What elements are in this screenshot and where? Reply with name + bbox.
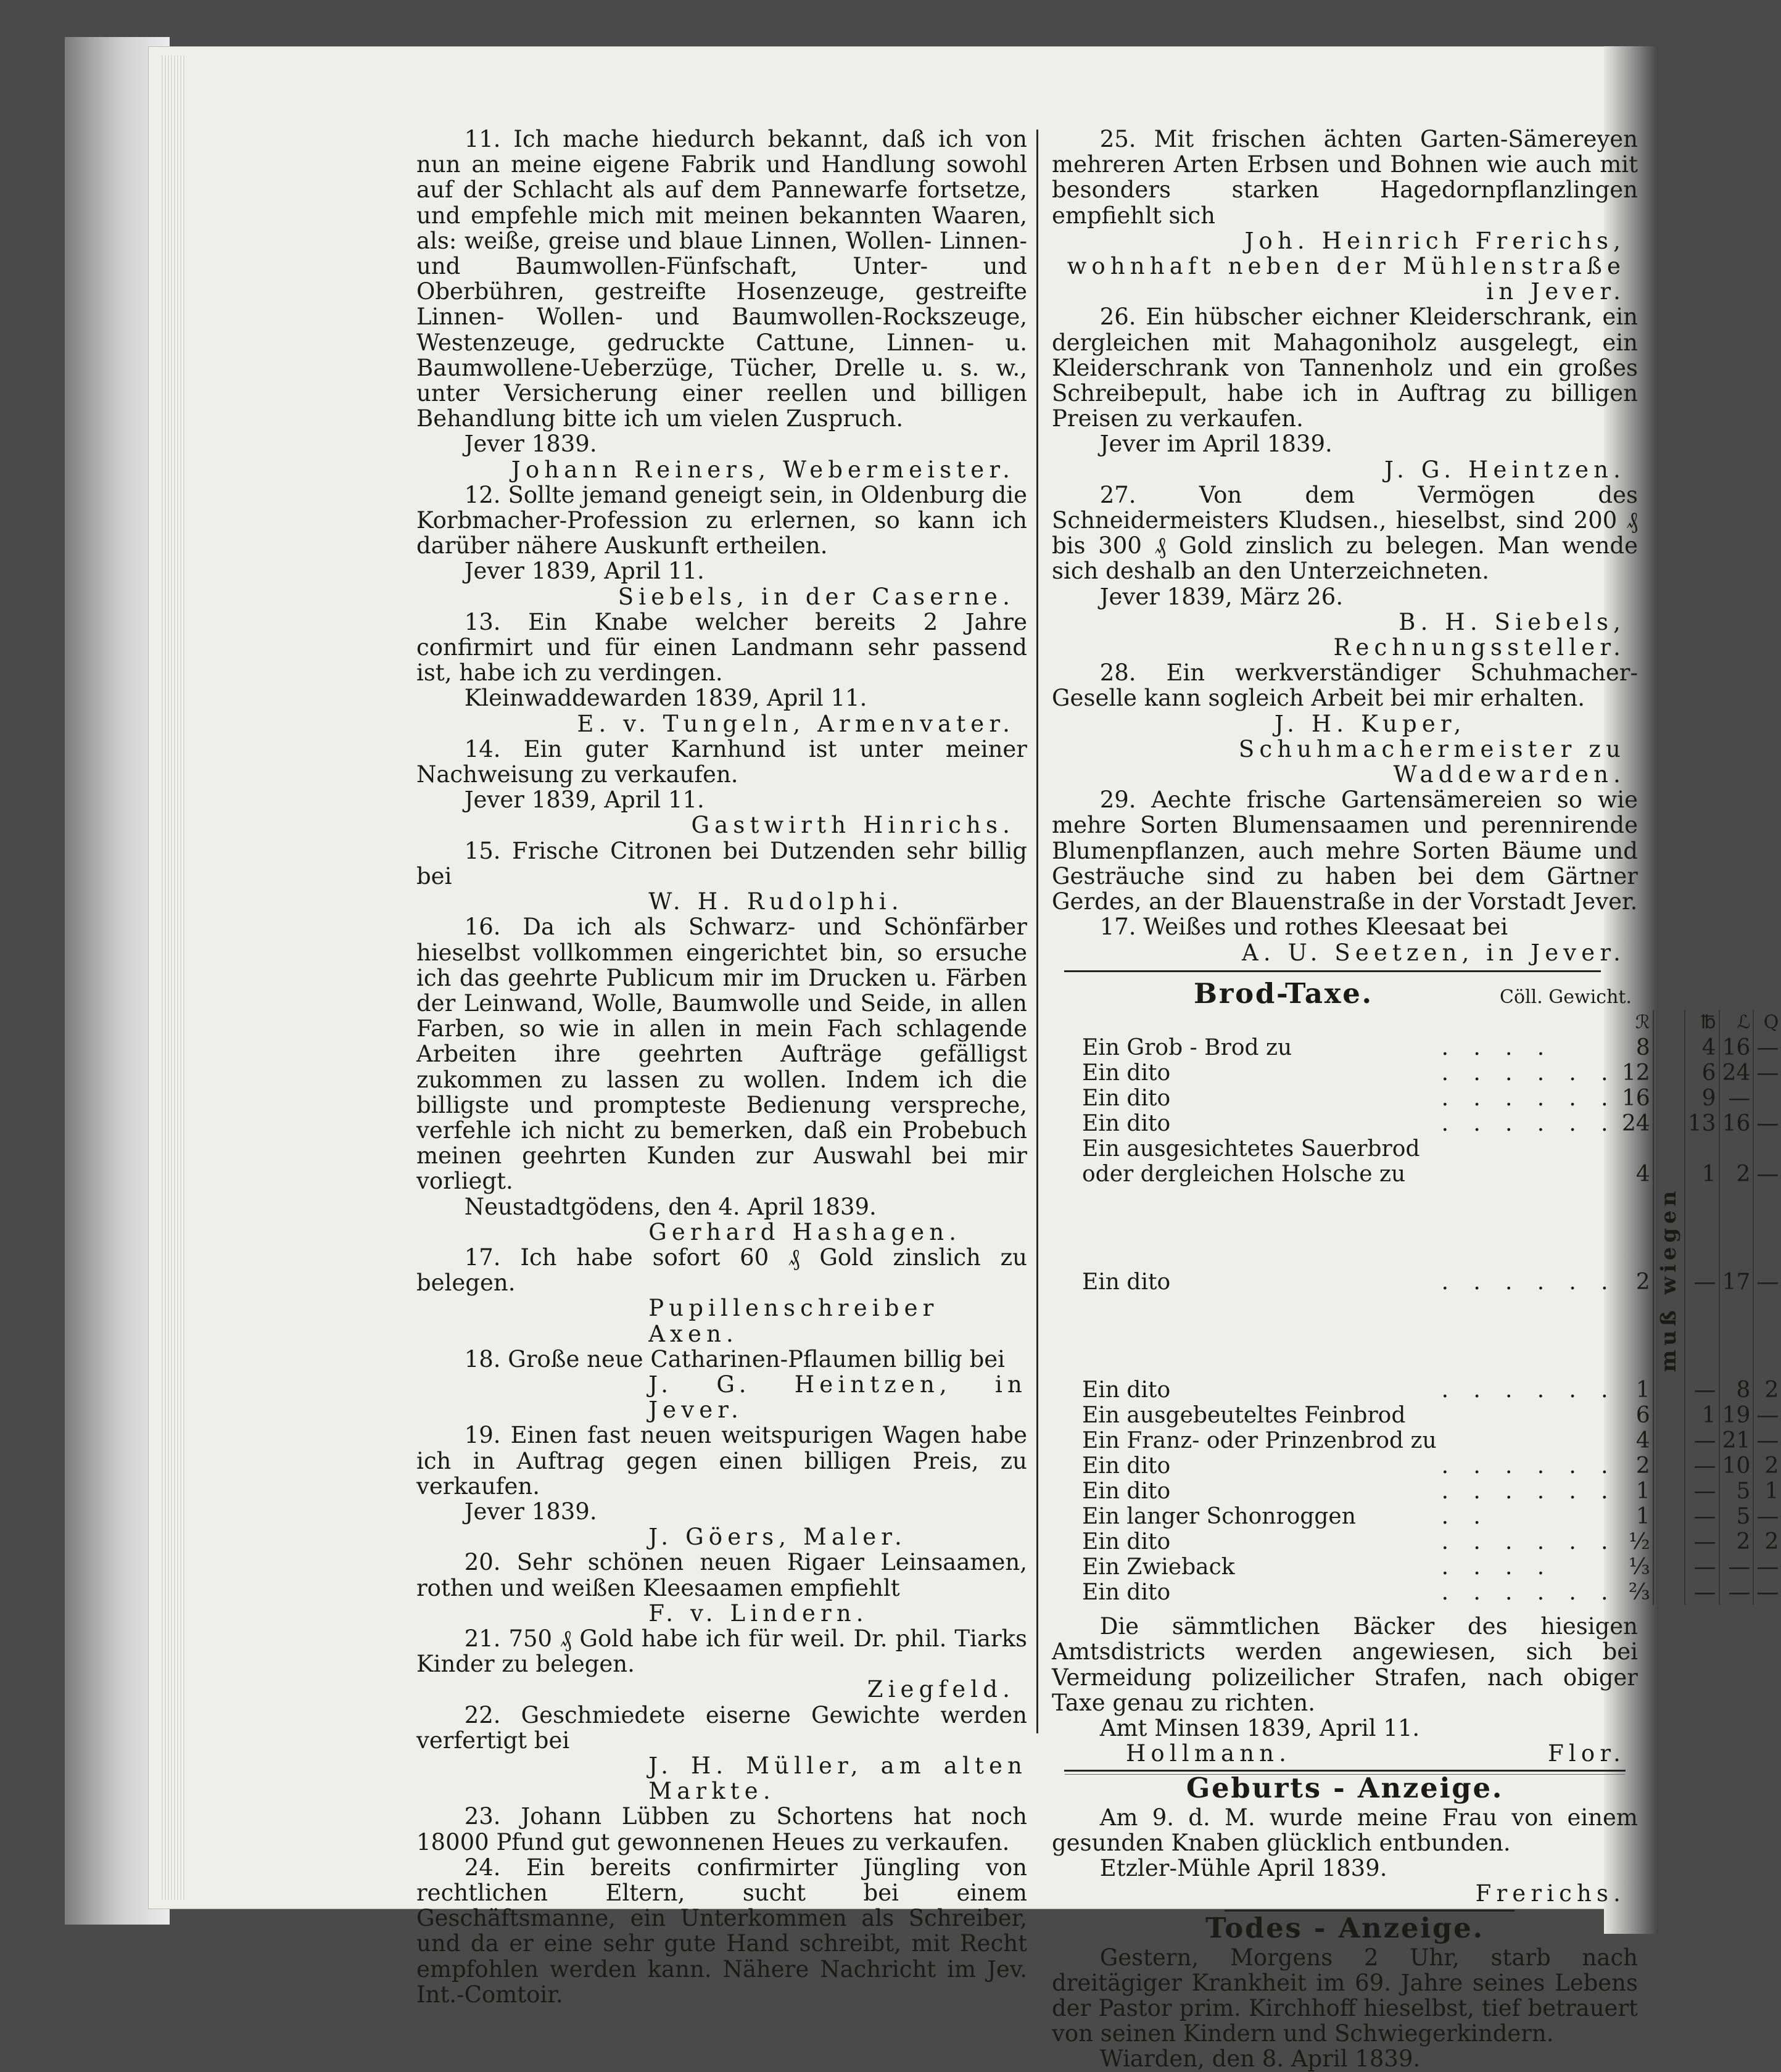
geburts-anzeige [1052,1772,1638,1907]
row-quentin: — [1753,1060,1781,1086]
row-brace [1653,1035,1685,1060]
brod-taxe-row [1080,1529,1781,1554]
row-leader-dots: . . . . [1441,1554,1553,1580]
right-notices [1052,126,1638,965]
notice-signature: F. v. Lindern. [648,1599,869,1627]
row-brace [1653,1060,1685,1086]
row-price: 1 [1619,1377,1653,1403]
row-leader-dots: . . . . . . [1441,1110,1617,1136]
row-label: Ein dito [1082,1060,1171,1086]
row-brace [1653,1529,1685,1554]
row-label: Ein Grob - Brod zu [1082,1034,1292,1060]
row-leader-dots: . . . . . . [1441,1479,1617,1504]
row-brace [1653,1580,1685,1605]
brod-taxe-row [1080,1504,1781,1529]
row-pound: — [1685,1529,1719,1554]
row-leader-dots: . . . . . . [1441,1580,1617,1606]
row-leader-dots: . . . . [1441,1034,1553,1060]
notice-text: 14. Ein guter Karnhund ist unter meiner Nachweisung zu verkaufen. [416,735,1027,788]
row-quentin: — [1753,1554,1781,1580]
row-label: Ein dito [1082,1085,1171,1111]
row-price: 4 [1619,1428,1653,1453]
geburts-anzeige-text: Am 9. d. M. wurde meine Frau von einem gesunden Knaben glücklich entbunden. [1052,1804,1638,1856]
geburts-anzeige-signature: Frerichs. [1475,1880,1626,1907]
brod-taxe-row [1080,1479,1781,1504]
notice-date: Jever 1839. [464,431,597,458]
row-loth: — [1719,1554,1754,1580]
notice-date: Kleinwaddewarden 1839, April 11. [464,685,867,712]
row-price [1619,1136,1653,1162]
notice-text: 15. Frische Citronen bei Dutzenden sehr billig bei [416,837,1027,889]
row-loth: 17 [1719,1187,1754,1377]
notice-signature: Schuhmachermeister zu Waddewarden. [1238,735,1626,788]
row-quentin: 2 [1753,1529,1781,1554]
notice-text: 17. Weißes und rothes Kleesaat bei [1099,914,1508,941]
row-leader-dots [1439,1403,1619,1428]
row-loth: 10 [1719,1453,1754,1479]
row-price: 4 [1619,1162,1653,1187]
row-label: Ein Zwieback [1082,1554,1235,1580]
row-loth [1719,1136,1754,1162]
notice-signature: Gerhard Hashagen. [648,1218,962,1245]
row-brace [1653,1136,1685,1162]
row-brace [1653,1187,1685,1377]
row-label: Ein ausgebeuteltes Feinbrod [1082,1403,1406,1429]
notice-signature: J. Göers, Maler. [648,1524,907,1551]
row-pound: — [1685,1504,1719,1529]
row-loth: — [1719,1086,1754,1111]
brod-taxe-row [1080,1403,1781,1428]
row-quentin: — [1753,1111,1781,1136]
right-column [1052,126,1779,2072]
brod-taxe-row [1080,1035,1781,1060]
brod-taxe-row [1080,1453,1781,1479]
row-brace [1653,1428,1685,1453]
notice-signature: wohnhaft neben der Mühlenstraße in Jever. [1067,253,1626,305]
row-price: 6 [1619,1403,1653,1428]
notice-text: 20. Sehr schönen neuen Rigaer Leinsaamen, rothen und weißen Kleesaamen empfiehlt [416,1549,1027,1601]
geburts-anzeige-date: Etzler-Mühle April 1839. [1099,1855,1387,1882]
row-price: 1 [1619,1504,1653,1529]
row-label: Ein dito [1082,1479,1171,1504]
row-pound: 1 [1685,1403,1719,1428]
row-loth: 19 [1719,1403,1754,1428]
row-label: oder dergleichen Holsche zu [1082,1161,1406,1187]
row-label: Ein dito [1082,1580,1171,1606]
notice-text: 11. Ich mache hiedurch bekannt, daß ich von nun an meine eigene Fabrik und Handlung sowohl auf der Schlacht als auf dem Pannewarfe fortsetze, und empfehle mich mit meinen bekannten Waaren, als: weiße, greise und blaue Linnen, Wollen- Linnen- und Baumwollen-Fünfschaft, Unter- und Oberbühren, gestreifte Hosenzeuge, gestreifte Linnen- Wollen- und Baumwollen-Rockszeuge, Westenzeuge, gedruckte Cattune, Linnen- u. Baumwollene-Ueberzüge, Tücher, Drelle u. s. w., unter Versicherung einer reellen und billigen Behandlung bitte ich um vielen Zuspruch. [416,126,1027,432]
row-brace [1653,1086,1685,1111]
row-pound: 6 [1685,1060,1719,1086]
row-pound: — [1685,1554,1719,1580]
notice-text: 22. Geschmiedete eiserne Gewichte werden verfertigt bei [416,1701,1027,1754]
row-leader-dots: . . . . . . [1441,1060,1617,1086]
row-loth: 21 [1719,1428,1754,1453]
brod-taxe-table [1080,1010,1781,1605]
notice-signature: J. H. Müller, am alten Markte. [648,1752,1027,1805]
row-leader-dots [1439,1428,1619,1453]
left-column [416,126,1027,2007]
row-label: Ein dito [1082,1269,1171,1295]
todes-anzeige-text: Gestern, Morgens 2 Uhr, starb nach dreitägiger Krankheit im 69. Jahre seines Lebens der Pastor prim. Kirchhoff hieselbst, tief betrauert von seinen Kindern und Schwiegerkindern. [1052,1944,1638,2047]
row-loth: 2 [1719,1162,1754,1187]
row-quentin: — [1753,1035,1781,1060]
brod-taxe-note: Die sämmtlichen Bäcker des hiesigen Amtsdistricts werden angewiesen, sich bei Vermeidung polizeilicher Strafen, nach obiger Taxe genau zu richten. [1052,1613,1638,1716]
row-leader-dots [1439,1162,1619,1187]
row-price: 2 [1619,1453,1653,1479]
row-quentin: — [1753,1504,1781,1529]
todes-anzeige-title: Todes - Anzeige. [1205,1912,1484,1945]
notice-text: 17. Ich habe sofort 60 ₰ Gold zinslich zu belegen. [416,1244,1027,1297]
col-header-pound: ℔ [1685,1010,1719,1035]
row-price: 16 [1619,1086,1653,1111]
signature-flor: Flor. [1548,1740,1626,1767]
row-leader-dots: . . . . . . [1441,1453,1617,1479]
row-loth: 8 [1719,1377,1754,1403]
notice-signature: J. H. Kuper, [1275,710,1466,737]
row-quentin: 2 [1753,1377,1781,1403]
notice-text: 19. Einen fast neuen weitspurigen Wagen habe ich in Auftrag gegen einen billigen Preis, zu verkaufen. [416,1422,1027,1500]
notice-signature: E. v. Tungeln, Armenvater. [577,710,1015,737]
brod-taxe-weight-note: Cöll. Gewicht. [1500,986,1632,1008]
notice-signature: Ziegfeld. [867,1676,1015,1703]
row-pound: 4 [1685,1035,1719,1060]
row-brace [1653,1479,1685,1504]
row-price: 12 [1619,1060,1653,1086]
row-loth: — [1719,1580,1754,1605]
row-brace [1653,1504,1685,1529]
row-price: ½ [1619,1529,1653,1554]
row-loth: 5 [1719,1504,1754,1529]
row-brace [1653,1111,1685,1136]
notice-signature: Siebels, in der Caserne. [618,583,1015,610]
row-brace [1653,1403,1685,1428]
page-leaves [162,56,185,1900]
brod-taxe-row [1080,1377,1781,1403]
row-quentin: — [1753,1428,1781,1453]
must-weigh-label: muß wiegen [1656,1186,1681,1372]
notice-signature: J. G. Heintzen. [1384,456,1626,483]
row-pound: — [1685,1377,1719,1403]
row-loth: 5 [1719,1479,1754,1504]
row-quentin: 2 [1753,1453,1781,1479]
notice-text: 24. Ein bereits confirmirter Jüngling von rechtlichen Eltern, sucht bei einem Geschäftsmanne, ein Unterkommen als Schreiber, und da er eine sehr gute Hand schreibt, mit Recht empfohlen werden kann. Nähere Nachricht im Jev. Int.-Comtoir. [416,1854,1027,2008]
row-brace [1653,1453,1685,1479]
column-divider [1036,130,1038,1733]
row-label: Ein dito [1082,1110,1171,1136]
notice-date: Jever 1839. [464,1498,597,1525]
brod-taxe-row [1080,1428,1781,1453]
notice-text: 25. Mit frischen ächten Garten-Sämereyen mehreren Arten Erbsen und Bohnen wie auch mit besonders starken Hagedornpflanzlingen empfiehlt sich [1052,126,1638,229]
notice-date: Neustadtgödens, den 4. April 1839. [464,1193,877,1220]
notice-signature: B. H. Siebels, [1399,608,1626,635]
row-label: Ein Franz- oder Prinzenbrod zu [1082,1428,1437,1454]
brod-taxe-header-row [1080,1010,1781,1035]
row-brace [1653,1554,1685,1580]
notice-text: 21. 750 ₰ Gold habe ich für weil. Dr. phil. Tiarks Kinder zu belegen. [416,1625,1027,1678]
row-label: Ein dito [1082,1529,1171,1555]
row-pound [1685,1136,1719,1162]
row-quentin: — [1753,1403,1781,1428]
notice-text: 23. Johann Lübben zu Schortens hat noch 18000 Pfund gut gewonnenen Heues zu verkaufen. [416,1803,1027,1855]
brod-taxe-row [1080,1187,1781,1377]
signature-hollmann: Hollmann. [1126,1740,1292,1767]
row-pound: — [1685,1479,1719,1504]
notice-text: 29. Aechte frische Gartensämereien so wie mehre Sorten Blumensaamen und perennirende Blumenpflanzen, auch mehre Sorten Bäume und Gesträuche sind zu haben bei dem Gärtner Gerdes, an der Blauenstraße in der Vorstadt Jever. [1052,786,1638,915]
notice-date: Jever 1839, April 11. [464,786,705,814]
notice-text: 18. Große neue Catharinen-Pflaumen billig bei [464,1345,1006,1372]
col-header-loth: ℒ [1719,1010,1754,1035]
row-quentin: — [1753,1187,1781,1377]
brod-taxe-row [1080,1162,1781,1187]
brod-taxe-row [1080,1086,1781,1111]
row-leader-dots: . . . . . . [1441,1529,1617,1555]
row-price: 24 [1619,1111,1653,1136]
brod-taxe-signatures [1052,1741,1638,1766]
row-label: Ein langer Schonroggen [1082,1504,1356,1530]
col-header-price: ℛ [1619,1010,1653,1035]
col-header-quentin: Q [1753,1010,1781,1035]
row-pound: — [1685,1187,1719,1377]
row-brace [1653,1162,1685,1187]
row-pound: — [1685,1453,1719,1479]
notice-text: 13. Ein Knabe welcher bereits 2 Jahre confirmirt und für einen Landmann sehr passend ist, habe ich zu verdingen. [416,608,1027,687]
row-label: Ein dito [1082,1377,1171,1403]
brod-taxe-title: Brod-Taxe. [1194,976,1373,1010]
row-label: Ein dito [1082,1453,1171,1479]
notice-text: 16. Da ich als Schwarz- und Schönfärber hieselbst vollkommen eingerichtet bin, so ersuche ich das geehrte Publicum mir im Drucken u. Färben der Leinwand, Wolle, Baumwolle und Seide, in allen Farben, so wie in allen in mein Fach schlagende Arbeiten ihre geehrten Aufträge gefälligst zukommen zu lassen zu wollen. Indem ich die billigste und prompteste Bedienung verspreche, verfehle ich nicht zu bemerken, daß ein Probebuch meinen geehrten Kunden zur Auswahl bei mir vorliegt. [416,914,1027,1195]
row-quentin [1753,1086,1781,1111]
brod-taxe-row [1080,1111,1781,1136]
row-price: 8 [1619,1035,1653,1060]
row-quentin: — [1753,1580,1781,1605]
notice-date: Jever im April 1839. [1099,431,1333,458]
brod-taxe [1052,976,1779,1767]
row-pound: 9 [1685,1086,1719,1111]
brod-taxe-row [1080,1580,1781,1605]
notice-signature: Joh. Heinrich Frerichs, [1244,227,1626,254]
row-leader-dots: . . . . . . [1441,1085,1617,1111]
row-leader-dots: . . [1441,1504,1490,1530]
notice-date: Jever 1839, März 26. [1099,583,1344,610]
brod-taxe-row [1080,1554,1781,1580]
brod-taxe-row [1080,1060,1781,1086]
notice-text: 28. Ein werkverständiger Schuhmacher-Geselle kann sogleich Arbeit bei mir erhalten. [1052,659,1638,712]
row-quentin [1753,1136,1781,1162]
notice-signature: Rechnungssteller. [1333,634,1626,661]
section-rule [1064,970,1601,972]
geburts-anzeige-title: Geburts - Anzeige. [1186,1772,1504,1805]
notice-signature: A. U. Seetzen, in Jever. [1242,939,1626,966]
row-price: 1 [1619,1479,1653,1504]
notice-text: 27. Von dem Vermögen des Schneidermeisters Kludsen., hieselbst, sind 200 ₰ bis 300 ₰ Gold zinslich zu belegen. Man wende sich deshalb an den Unterzeichneten. [1052,481,1638,585]
row-pound: 13 [1685,1111,1719,1136]
row-leader-dots: . . . . . . [1441,1377,1617,1403]
row-loth: 16 [1719,1035,1754,1060]
row-price: 2 [1619,1187,1653,1377]
row-price: ⅓ [1619,1554,1653,1580]
notice-signature: Gastwirth Hinrichs. [691,812,1015,839]
brod-taxe-date: Amt Minsen 1839, April 11. [1099,1715,1420,1742]
row-price: ⅔ [1619,1580,1653,1605]
brod-taxe-row [1080,1136,1781,1162]
todes-anzeige [1052,1912,1638,2072]
row-loth: 24 [1719,1060,1754,1086]
notice-date: Jever 1839, April 11. [464,558,705,585]
notice-signature: J. G. Heintzen, in Jever. [648,1371,1027,1424]
row-quentin: — [1753,1162,1781,1187]
notice-text: 12. Sollte jemand geneigt sein, in Oldenburg die Korbmacher-Profession zu erlernen, so kann ich darüber nähere Auskunft ertheilen. [416,481,1027,559]
row-label: Ein ausgesichtetes Sauerbrod [1082,1136,1420,1162]
row-loth: 2 [1719,1529,1754,1554]
row-pound: 1 [1685,1162,1719,1187]
row-leader-dots [1439,1136,1619,1162]
row-loth: 16 [1719,1111,1754,1136]
todes-anzeige-date: Wiarden, den 8. April 1839. [1099,2045,1421,2072]
row-brace [1653,1377,1685,1403]
row-pound: — [1685,1428,1719,1453]
row-quentin: 1 [1753,1479,1781,1504]
notice-text: 26. Ein hübscher eichner Kleiderschrank, ein dergleichen mit Mahagoniholz ausgelegt, ein Kleiderschrank von Tannenholz und ein großes Schreibepult, habe ich in Auftrag zu billigen Preisen zu verkaufen. [1052,303,1638,432]
notice-signature: Pupillenschreiber Axen. [648,1295,939,1347]
notice-signature: W. H. Rudolphi. [648,888,904,915]
row-pound: — [1685,1580,1719,1605]
row-leader-dots: . . . . . . [1441,1269,1617,1295]
notice-signature: Johann Reiners, Webermeister. [511,456,1015,483]
